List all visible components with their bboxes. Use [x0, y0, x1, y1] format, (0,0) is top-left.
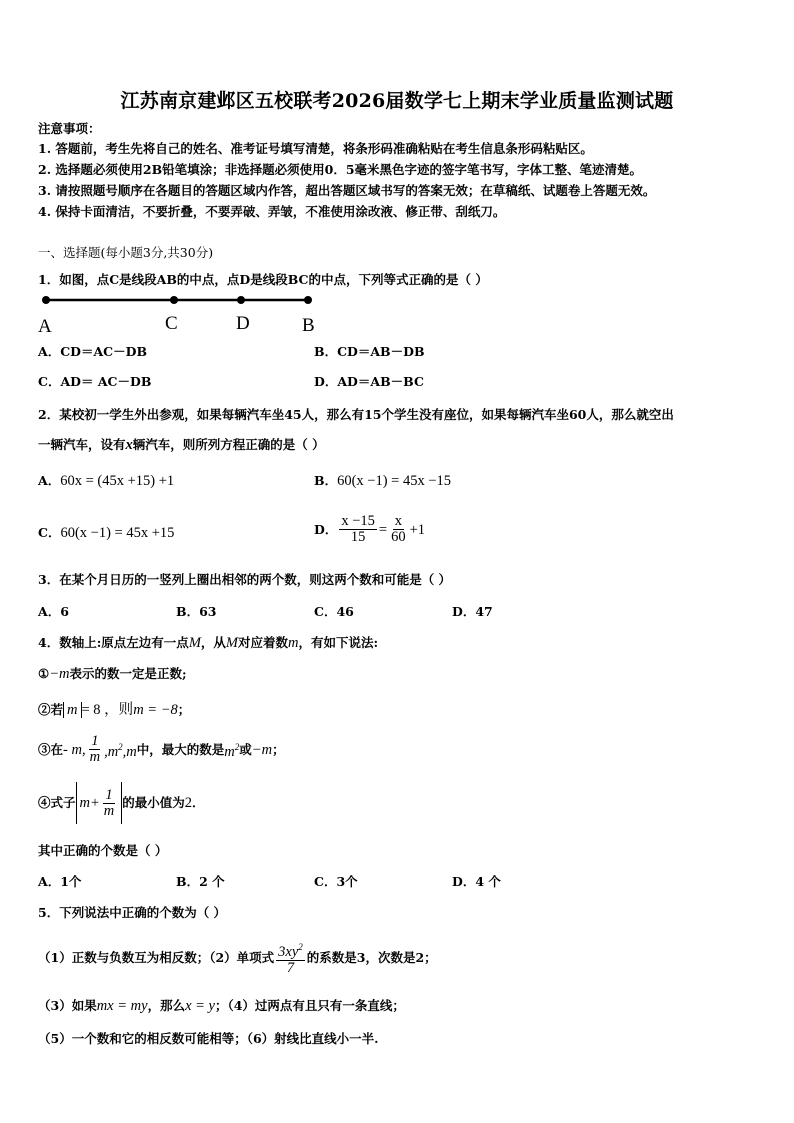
denominator: 7 [286, 959, 295, 976]
q2-option-d [314, 514, 425, 545]
q5-l1-text: （1）正数与负数互为相反数；（2）单项式 [38, 949, 275, 965]
q2-stem-part: 一辆汽车，设有 [38, 437, 126, 452]
q4-stem-part: 4．数轴上:原点左边有一点 [38, 635, 189, 650]
label-c: C [165, 313, 178, 334]
option-label: B． [314, 473, 338, 488]
point-c [170, 296, 178, 304]
numerator: 1 [105, 786, 113, 803]
point-d [237, 296, 245, 304]
q4-statement-2 [38, 701, 190, 719]
q5-l2-text: ，那么 [147, 998, 186, 1013]
label-b: B [302, 315, 315, 336]
q4-stem [38, 634, 378, 652]
q1-option-a: A．CD＝AC－DB [38, 344, 148, 359]
q4-option-c: C．3个 [314, 874, 358, 889]
denominator: 60 [391, 529, 406, 545]
segment-figure [38, 292, 318, 310]
q4-statement-3 [38, 734, 285, 765]
q1-option-b: B．CD＝AB－DB [314, 344, 425, 359]
q4-s4-end: ． [192, 795, 205, 810]
q2-option-a [38, 472, 174, 490]
q4-var-M: M [225, 635, 239, 651]
q4-s2-end: ； [177, 702, 191, 717]
q2-stem-part: 辆汽车，则所列方程正确的是（ ） [132, 437, 325, 452]
q4-stem-part: ，从 [200, 635, 226, 650]
q3-option-d: D．47 [452, 604, 493, 619]
label-d: D [236, 313, 250, 334]
q2-option-b [314, 472, 451, 490]
exponent: 2 [234, 742, 240, 753]
q4-s2-mid: = 8 ，则 [81, 702, 134, 718]
q2-d-fraction-1 [339, 514, 377, 545]
q4-s3-expr: - m, [63, 741, 86, 758]
option-label: D． [314, 521, 338, 537]
q4-statement-4 [38, 782, 205, 824]
denominator: m [89, 749, 101, 765]
q2-d-tail: +1 [409, 521, 426, 538]
abs-value [76, 782, 123, 824]
q4-which: 其中正确的个数是（ ） [38, 843, 168, 858]
q3-option-b: B．63 [176, 604, 217, 619]
q5-line-3: （5）一个数和它的相反数可能相等；（6）射线比直线小一半. [38, 1031, 379, 1046]
q4-statement-1 [38, 665, 187, 683]
abs-value: m [63, 702, 81, 718]
q3-stem: 3．在某个月日历的一竖列上圈出相邻的两个数，则这两个数和可能是（ ） [38, 572, 452, 587]
q4-s1-marker: ① [38, 666, 50, 681]
q1-option-d: D．AD＝AB－BC [314, 374, 424, 389]
q5-l2-expr: mx = my [96, 998, 148, 1014]
q4-s3-fraction [88, 734, 102, 765]
q5-line-1 [38, 940, 437, 976]
numerator: x −15 [341, 513, 375, 529]
q4-s4-value: 2 [184, 795, 193, 811]
q4-option-a: A．1个 [38, 874, 82, 889]
page-title: 江苏南京建邺区五校联考2026届数学七上期末学业质量监测试题 [120, 90, 674, 112]
q4-var-m: m [288, 635, 299, 651]
q5-l2-text: （3）如果 [38, 998, 97, 1013]
q4-s3-expr: −m [251, 741, 273, 758]
option-label: C． [38, 525, 61, 540]
denominator: m [103, 802, 115, 819]
point-a [42, 296, 50, 304]
q3-option-a: A．6 [38, 604, 69, 619]
q4-s3-expr: m [224, 743, 235, 760]
q2-a-expr: 60x = (45x +15) +1 [60, 473, 175, 489]
option-label: A． [38, 473, 61, 488]
q2-d-fraction-2 [389, 514, 408, 545]
q1-stem: 1．如图，点C是线段AB的中点，点D是线段BC的中点，下列等式正确的是（ ） [38, 272, 488, 287]
q4-s3-prefix: ③在 [38, 741, 64, 757]
q5-l2-expr: x = y [185, 998, 215, 1014]
q4-option-d: D．4 个 [452, 874, 501, 889]
q4-s2-expr: m = −8 [133, 702, 178, 718]
q2-var: x [125, 437, 133, 453]
q4-s4-fraction [102, 788, 116, 819]
q5-stem: 5．下列说法中正确的个数为（ ） [38, 905, 227, 920]
q2-b-expr: 60(x −1) = 45x −15 [337, 473, 452, 489]
q4-s4-expr: m+ [79, 795, 100, 811]
q2-stem-line1: 2．某校初一学生外出参观，如果每辆汽车坐45人，那么有15个学生没有座位，如果每辆汽车坐60人，那么就空出 [38, 407, 674, 422]
numerator: 1 [91, 733, 99, 749]
note-item-1: 1. 答题前，考生先将自己的姓名、准考证号填写清楚，将条形码准确粘贴在考生信息条形码粘贴区。 [38, 141, 593, 156]
q4-s3-end: ； [272, 741, 285, 757]
denominator: 15 [350, 529, 366, 545]
note-item-3: 3. 请按照题号顺序在各题目的答题区域内作答，超出答题区域书写的答案无效；在草稿纸、试题卷上答题无效。 [38, 183, 656, 198]
label-a: A [38, 316, 52, 337]
q4-stem-part: ，有如下说法: [298, 635, 379, 650]
note-item-2: 2. 选择题必须使用2B铅笔填涂；非选择题必须使用0．5毫米黑色字迹的签字笔书写，字体工整、笔迹清楚。 [38, 162, 643, 177]
exponent: 2 [298, 942, 303, 952]
notes-header: 注意事项： [38, 121, 101, 136]
q4-stem-part: 对应着数 [238, 635, 289, 650]
q4-s1-text: 表示的数一定是正数; [69, 666, 187, 681]
note-item-4: 4. 保持卡面清洁，不要折叠，不要弄破、弄皱，不准使用涂改液、修正带、刮纸刀。 [38, 204, 506, 219]
q4-s3-expr: ,m [104, 743, 119, 760]
q4-s4-text: 的最小值为 [122, 795, 185, 810]
q4-option-b: B．2 个 [176, 874, 225, 889]
section-heading: 一、选择题(每小题3分,共30分) [38, 245, 214, 260]
q5-l1-text: 的系数是3，次数是2； [306, 949, 437, 965]
point-b [304, 296, 312, 304]
q2-option-c [38, 524, 174, 542]
q5-line-2 [38, 997, 405, 1015]
q4-s4-prefix: ④式子 [38, 795, 76, 810]
q4-var-M: M [188, 635, 201, 651]
q5-fraction [276, 940, 305, 976]
equals: = [378, 521, 388, 538]
q4-s1-expr: −m [49, 666, 70, 682]
numerator: 3xy [278, 943, 299, 960]
q2-stem-line2 [38, 436, 325, 454]
q4-s2-prefix: ②若 [38, 702, 64, 717]
q4-s3-expr: ,m [122, 743, 137, 760]
numerator: x [394, 513, 402, 529]
q1-option-c: C．AD＝ AC－DB [38, 374, 152, 389]
exponent: 2 [118, 742, 123, 753]
q3-option-c: C．46 [314, 604, 354, 619]
q4-s3-text: 或 [239, 741, 252, 757]
q5-l2-text: ；（4）过两点有且只有一条直线； [214, 998, 405, 1013]
q4-s3-text: 中，最大的数是 [136, 741, 225, 757]
q2-c-expr: 60(x −1) = 45x +15 [60, 525, 175, 541]
